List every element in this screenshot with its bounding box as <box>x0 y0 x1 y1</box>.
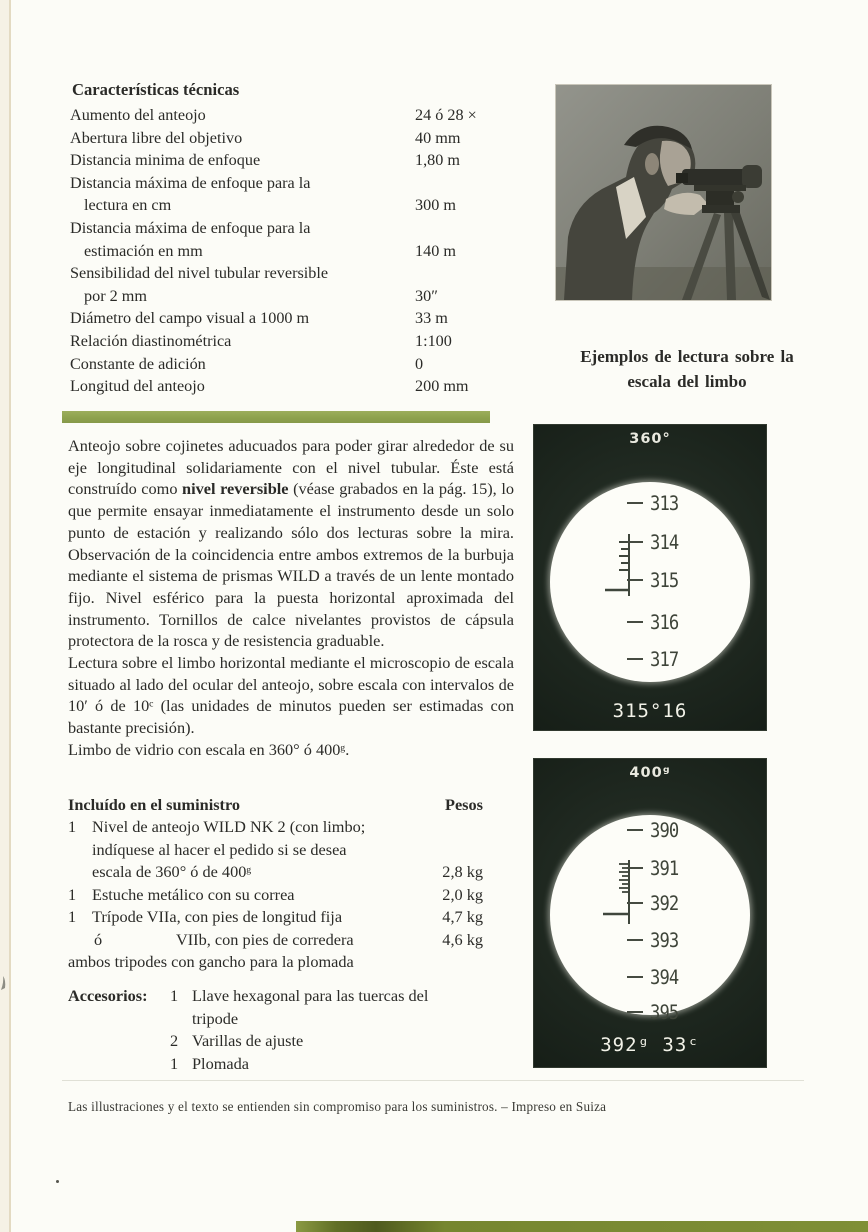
scale-tick: 391 <box>627 856 682 880</box>
accessories-section <box>68 985 488 1075</box>
item-weight: 2,0 kg <box>442 884 483 904</box>
spec-row: Distancia máxima de enfoque para la lectura en cm 300 m <box>70 172 485 217</box>
item-description: Trípode VIIa, con pies de longitud fija <box>92 907 343 926</box>
spec-value: 30″ <box>415 286 438 305</box>
supply-item <box>68 929 483 952</box>
item-description: Nivel de anteojo WILD NK 2 (con limbo; indíquese al hacer el pedido si se desea escala de 360° ó de 400ᵍ <box>92 817 366 881</box>
margin-ink-mark <box>0 972 12 992</box>
item-description: VIIb, con pies de corredera <box>176 929 354 949</box>
tick-mark <box>627 579 643 582</box>
supply-note: ambos tripodes con gancho para la plomada <box>68 952 354 971</box>
item-weight: 4,7 kg <box>442 907 483 926</box>
item-quantity: 1 <box>170 1053 179 1073</box>
technical-specs-section <box>70 78 485 398</box>
scale-tick: 395 <box>627 1000 682 1024</box>
surveyor-photo <box>555 84 772 301</box>
scale-tick: 393 <box>627 928 682 952</box>
item-quantity: 1 <box>68 907 77 926</box>
tick-mark <box>627 541 643 544</box>
scale-tick: 390 <box>627 818 682 842</box>
limb-scale-example-360 <box>533 424 767 731</box>
weights-column-header: Pesos <box>445 795 483 814</box>
item-weight: 2,8 kg <box>442 862 483 881</box>
footer-divider <box>62 1080 804 1081</box>
page-edge-stripe <box>0 0 9 1232</box>
accessory-item <box>170 1030 488 1053</box>
description-text <box>68 435 514 761</box>
spec-value: 200 mm <box>415 377 469 396</box>
tick-mark <box>627 829 643 832</box>
spec-value: 24 ó 28 × <box>415 106 477 124</box>
tick-mark <box>627 867 643 870</box>
spec-row: Longitud del anteojo 200 mm <box>70 375 485 398</box>
spec-row: Sensibilidad del nivel tubular reversible por 2 mm 30″ <box>70 262 485 307</box>
accessory-item <box>170 985 488 1030</box>
dial-scale-label: 360° <box>629 431 671 447</box>
spec-value: 1:100 <box>415 331 452 350</box>
dial-reading-value: 315°16 <box>612 700 688 722</box>
accessories-list <box>170 985 488 1075</box>
footer-disclaimer: Las illustraciones y el texto se entienden sin compromiso para los suministros. – Impreso en Suiza <box>68 1099 607 1114</box>
specs-title: Características técnicas <box>72 80 240 99</box>
spec-row: Aumento del anteojo 24 ó 28 × <box>70 104 485 127</box>
spec-row: Diámetro del campo visual a 1000 m 33 m <box>70 307 485 330</box>
heading-line-2: escala del limbo <box>627 372 747 391</box>
paragraph-1: Anteojo sobre cojinetes aducuados para poder girar alrededor de su eje longitudinal solidariamente con el nivel tubular. Éste está construído como nivel reversible (véase grabados en la pág. 15), lo que permite ensayar inmediatamente el instrumento desde un solo punto de estación y realizando sólo dos lecturas sobre la mira. Observación de la coincidencia entre ambos extremos de la burbuja mediante el sistema de prismas WILD a través de un lente montado fijo. Nivel esférico para la puesta horizontal aproximada del instrumento. Tornillos de calce nivelantes provistos de cápsula protectora de la rosca y de resistencia graduable. <box>68 436 514 651</box>
tick-mark <box>627 902 643 905</box>
spec-value: 1,80 m <box>415 151 460 170</box>
bottom-print-band <box>296 1221 868 1232</box>
tick-mark <box>627 939 643 942</box>
tick-mark <box>627 976 643 979</box>
heading-line-1: Ejemplos de lectura sobre la <box>580 347 794 366</box>
item-description: Llave hexagonal para las tuercas del tripode <box>192 986 429 1028</box>
supply-header <box>68 793 483 816</box>
item-quantity: ó <box>94 929 103 949</box>
paragraph-2: Lectura sobre el limbo horizontal mediante el microscopio de escala situado al lado del ocular del anteojo, sobre escala con intervalos de 10′ ó de 10ᶜ (las unidades de minutos pueden ser estimadas con bastante precisión). <box>68 653 514 738</box>
item-quantity: 1 <box>68 817 77 836</box>
scale-tick: 313 <box>627 491 682 515</box>
index-scale-graduations <box>591 528 631 612</box>
tick-mark <box>627 621 643 624</box>
scale-tick: 317 <box>627 647 682 671</box>
supply-section <box>68 793 483 974</box>
supply-item <box>68 884 483 907</box>
spec-row: Abertura libre del objetivo 40 mm <box>70 127 485 150</box>
spec-value: 300 m <box>415 196 456 215</box>
spec-row: Distancia máxima de enfoque para la estimación en mm 140 m <box>70 217 485 262</box>
spec-value: 140 m <box>415 241 456 260</box>
surveyor-photo-illustration <box>556 85 771 300</box>
item-quantity: 1 <box>170 986 179 1005</box>
scale-tick: 394 <box>627 965 682 989</box>
tick-mark <box>627 658 643 661</box>
dial-reading-value: 392ᵍ 33ᶜ <box>600 1034 700 1056</box>
item-description: Plomada <box>192 1053 249 1073</box>
index-scale-graduations <box>591 850 631 936</box>
limb-scale-example-400g <box>533 758 767 1068</box>
section-divider-bar <box>62 411 490 423</box>
accessories-label: Accesorios: <box>68 986 148 1005</box>
spec-value: 0 <box>415 354 424 373</box>
accessory-item <box>170 1053 488 1076</box>
spec-row: Distancia minima de enfoque 1,80 m <box>70 149 485 172</box>
scale-tick: 316 <box>627 610 682 634</box>
dial-scale-label: 400ᵍ <box>629 765 671 781</box>
item-weight: 4,6 kg <box>442 929 483 949</box>
spec-row: Constante de adición 0 <box>70 353 485 376</box>
supply-title: Incluído en el suministro <box>68 795 241 814</box>
spec-value: 33 m <box>415 309 448 328</box>
paragraph-3: Limbo de vidrio con escala en 360° ó 400ᵍ. <box>68 739 350 759</box>
item-description: Varillas de ajuste <box>192 1031 304 1050</box>
item-quantity: 1 <box>68 884 77 904</box>
tick-mark <box>627 1011 643 1014</box>
reading-examples-heading <box>522 344 852 394</box>
scale-tick: 315 <box>627 568 682 592</box>
ink-speck <box>56 1180 59 1183</box>
tick-mark <box>627 502 643 505</box>
page-edge-line <box>9 0 11 1232</box>
supply-item <box>68 906 483 929</box>
scale-tick: 314 <box>627 530 682 554</box>
scale-tick: 392 <box>627 891 682 915</box>
spec-value: 40 mm <box>415 128 461 147</box>
spec-row: Relación diastinométrica 1:100 <box>70 330 485 353</box>
supply-item <box>68 816 483 884</box>
item-quantity: 2 <box>170 1031 179 1050</box>
bold-phrase: nivel reversible <box>182 479 289 499</box>
item-description: Estuche metálico con su correa <box>92 884 295 904</box>
